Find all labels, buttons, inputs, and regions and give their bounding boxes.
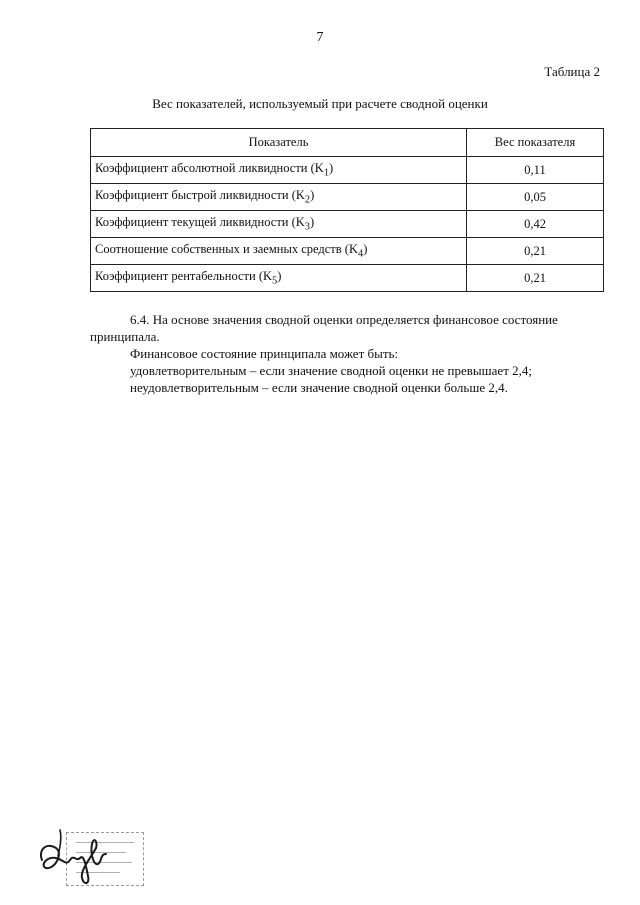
indicator-weight: 0,21 bbox=[467, 265, 604, 292]
indicator-weight: 0,11 bbox=[467, 157, 604, 184]
indicator-subscript: 3 bbox=[304, 221, 310, 233]
table-row bbox=[91, 265, 604, 292]
table-label: Таблица 2 bbox=[544, 64, 600, 79]
indicator-name: Коэффициент быстрой ликвидности (K bbox=[95, 188, 305, 203]
indicator-weight: 0,42 bbox=[467, 211, 604, 238]
table-row bbox=[91, 184, 604, 211]
table-row bbox=[91, 211, 604, 238]
paragraph-6-4: 6.4. На основе значения сводной оценки определяется финансовое состояние принципала. bbox=[90, 312, 558, 344]
header-weight: Вес показателя bbox=[467, 129, 604, 157]
indicator-name: Соотношение собственных и заемных средств (K bbox=[95, 242, 358, 257]
satisfactory-condition: удовлетворительным – если значение сводной оценки не превышает 2,4; bbox=[130, 363, 532, 378]
indicator-name-cell bbox=[91, 238, 467, 265]
indicator-subscript: 4 bbox=[358, 248, 364, 260]
indicator-close-paren: ) bbox=[329, 161, 334, 176]
financial-state-intro: Финансовое состояние принципала может быть: bbox=[130, 346, 399, 361]
handwritten-signature bbox=[36, 826, 146, 892]
signature-stamp bbox=[36, 826, 146, 892]
table-header-row bbox=[91, 129, 604, 157]
indicator-weight: 0,05 bbox=[467, 184, 604, 211]
indicator-name: Коэффициент рентабельности (K bbox=[95, 269, 273, 284]
indicator-weight: 0,21 bbox=[467, 238, 604, 265]
unsatisfactory-condition: неудовлетворительным – если значение сводной оценки больше 2,4. bbox=[130, 380, 508, 395]
indicator-name-cell bbox=[91, 211, 467, 238]
indicator-subscript: 5 bbox=[272, 275, 278, 287]
header-indicator: Показатель bbox=[91, 129, 467, 157]
indicator-name-cell bbox=[91, 265, 467, 292]
indicator-weights-table bbox=[90, 128, 604, 292]
indicator-close-paren: ) bbox=[277, 269, 282, 284]
indicator-close-paren: ) bbox=[310, 188, 315, 203]
indicator-name-cell bbox=[91, 157, 467, 184]
indicator-subscript: 2 bbox=[304, 194, 311, 206]
indicator-name: Коэффициент текущей ликвидности (K bbox=[95, 215, 305, 230]
table-row bbox=[91, 157, 604, 184]
table-row bbox=[91, 238, 604, 265]
page-number: 7 bbox=[316, 30, 324, 45]
table-caption: Вес показателей, используемый при расчете сводной оценки bbox=[152, 96, 488, 111]
body-text bbox=[90, 311, 610, 396]
indicator-name: Коэффициент абсолютной ликвидности (K bbox=[95, 161, 324, 176]
indicator-close-paren: ) bbox=[363, 242, 368, 257]
indicator-subscript: 1 bbox=[323, 167, 330, 179]
indicator-name-cell bbox=[91, 184, 467, 211]
indicator-close-paren: ) bbox=[310, 215, 315, 230]
